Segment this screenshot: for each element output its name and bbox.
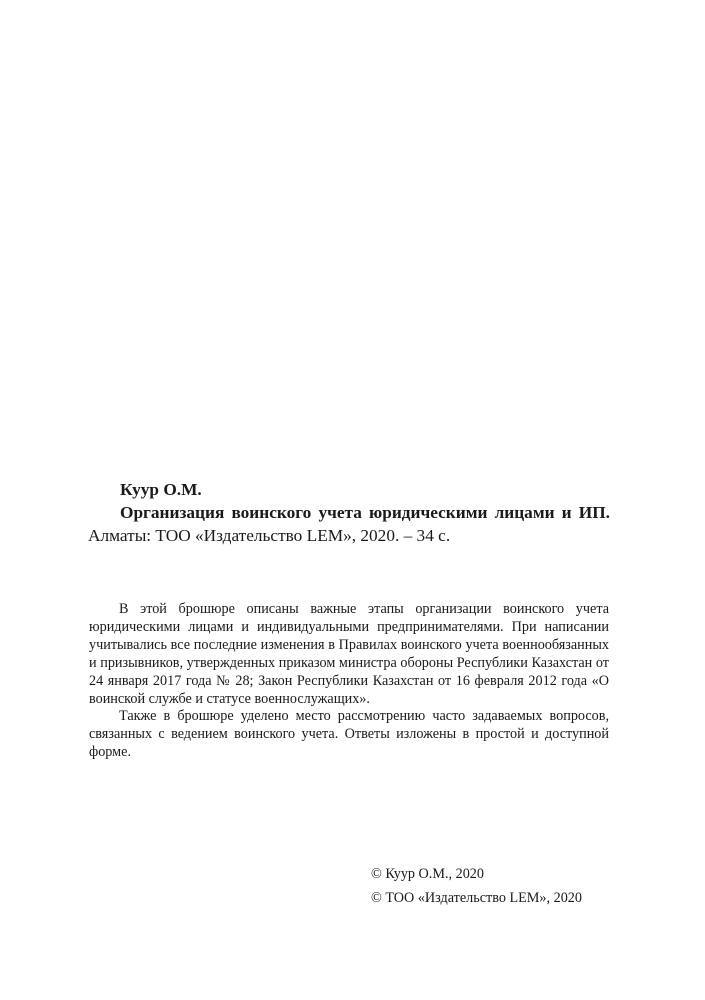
author-name: Куур О.М. (120, 480, 202, 499)
copyright-author: © Куур О.М., 2020 (371, 866, 484, 882)
publication-details: Алматы: ТОО «Издательство LEM», 2020. – 34 с. (88, 526, 451, 545)
bibliographic-entry (88, 501, 610, 547)
abstract-paragraph: В этой брошюре описаны важные этапы организации воинского учета юридическими лицами и индивидуальными предпринимателями. При написании учитывались все последние изменения в Правилах воинского учета военнообязанных и призывников, утвержденных приказом министра обороны Республики Казахстан от 24 января 2017 года № 28; Закон Республики Казахстан от 16 февраля 2012 года «О воинской службе и статусе военнослужащих». (89, 601, 609, 707)
copyright-publisher: © ТОО «Издательство LEM», 2020 (371, 890, 582, 906)
copyright-block (371, 862, 582, 910)
abstract (89, 601, 609, 762)
bibliographic-record (88, 478, 610, 547)
book-title: Организация воинского учета юридическими лицами и ИП. (120, 503, 610, 522)
abstract-paragraph: Также в брошюре уделено место рассмотрению часто задаваемых вопросов, связанных с ведением воинского учета. Ответы изложены в простой и доступной форме. (89, 708, 609, 761)
